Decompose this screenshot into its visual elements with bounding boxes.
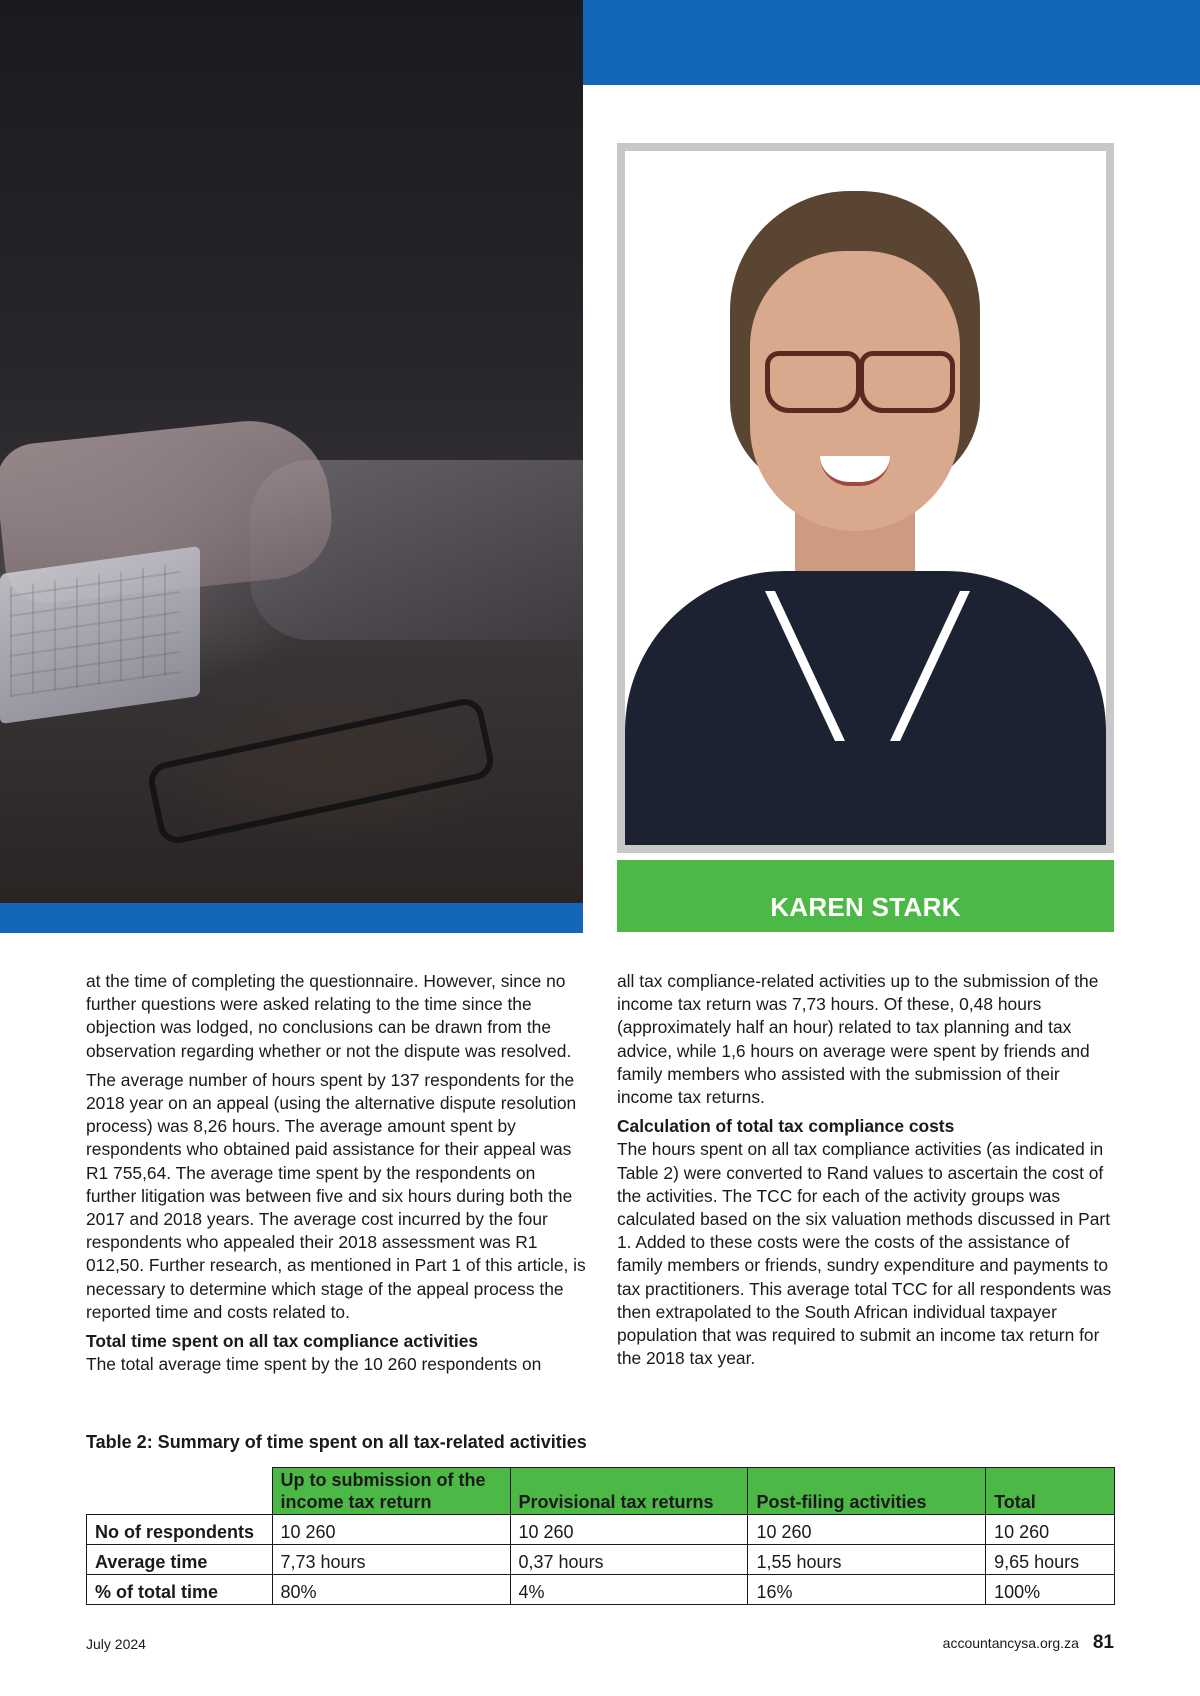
table-cell: 0,37 hours (510, 1545, 748, 1575)
page-number: 81 (1092, 1632, 1114, 1653)
table-header-cell: Provisional tax returns (510, 1468, 748, 1515)
glasses-right-lens (859, 351, 955, 413)
paragraph: all tax compliance-related activities up to the submission of the income tax return was 7,73 hours. Of these, 0,48 hours (approximately half an hour) related to tax planning and tax advice, while 1,6 hours on average were spent by friends and family members who assisted with the submission of their income tax returns. (617, 971, 1099, 1108)
table-corner-cell (87, 1468, 273, 1515)
paragraph: at the time of completing the questionnaire. However, since no further questions were asked relating to the time since the objection was lodged, no conclusions can be drawn from the observation regarding whether or not the dispute was resolved. (86, 971, 572, 1061)
summary-table (86, 1467, 1115, 1605)
table-cell: 10 260 (510, 1515, 748, 1545)
table-cell: 10 260 (748, 1515, 986, 1545)
author-name: KAREN STARK (770, 891, 961, 922)
table-cell: 7,73 hours (272, 1545, 510, 1575)
table-row (87, 1545, 1115, 1575)
table-row-header: No of respondents (87, 1515, 273, 1545)
table-cell: 1,55 hours (748, 1545, 986, 1575)
section-heading: Calculation of total tax compliance costs (617, 1116, 955, 1137)
text-column-right (617, 970, 1114, 1376)
page-footer (943, 1632, 1114, 1654)
paragraph: The total average time spent by the 10 260 respondents on (86, 1354, 542, 1375)
keyboard-photo (0, 0, 583, 903)
table-header-row (87, 1468, 1115, 1515)
blue-accent-bar-left (0, 903, 583, 933)
table-cell: 9,65 hours (986, 1545, 1115, 1575)
portrait-frame (617, 143, 1114, 853)
section-heading: Total time spent on all tax compliance activities (86, 1331, 479, 1352)
table-header-cell: Total (986, 1468, 1115, 1515)
author-name-banner (617, 860, 1114, 932)
glasses-left-lens (765, 351, 861, 413)
table-cell: 10 260 (272, 1515, 510, 1545)
website-url: accountancysa.org.za (942, 1635, 1079, 1651)
table-row-header: % of total time (87, 1575, 273, 1605)
author-portrait (625, 151, 1106, 845)
table-cell: 4% (510, 1575, 748, 1605)
table-cell: 100% (986, 1575, 1115, 1605)
table-cell: 16% (748, 1575, 986, 1605)
table-title: Table 2: Summary of time spent on all tax-related activities (86, 1432, 587, 1452)
text-column-left (86, 970, 586, 1382)
binder-clip-shape (145, 695, 497, 846)
table-header-cell: Post-filing activities (748, 1468, 986, 1515)
issue-date: July 2024 (86, 1636, 146, 1652)
table-row (87, 1575, 1115, 1605)
table-header-cell: Up to submission of the income tax return (272, 1468, 510, 1515)
blue-accent-bar-top (583, 0, 1200, 85)
table-cell: 10 260 (986, 1515, 1115, 1545)
table-row-header: Average time (87, 1545, 273, 1575)
paragraph: The hours spent on all tax compliance activities (as indicated in Table 2) were converted to Rand values to ascertain the cost of the activities. The TCC for each of the activity groups was calculated based on the six valuation methods discussed in Part 1. Added to these costs were the costs of the assistance of family members or friends, sundry expenditure and payments to tax practitioners. This average total TCC for all respondents was then extrapolated to the South African individual taxpayer population that was required to submit an income tax return for the 2018 tax year. (617, 1139, 1112, 1369)
table-cell: 80% (272, 1575, 510, 1605)
paragraph: The average number of hours spent by 137 respondents for the 2018 year on an appeal (using the alternative dispute resolution process) was 8,26 hours. The average amount spent by respondents who obtained paid assistance for their appeal was R1 755,64. The average time spent by the respondents on further litigation was between five and six hours during both the 2017 and 2018 years. The average cost incurred by the four respondents who appealed their 2018 assessment was R1 012,50. Further research, as mentioned in Part 1 of this article, is necessary to determine which stage of the appeal process the reported time and costs related to. (86, 1069, 586, 1322)
table-row (87, 1515, 1115, 1545)
